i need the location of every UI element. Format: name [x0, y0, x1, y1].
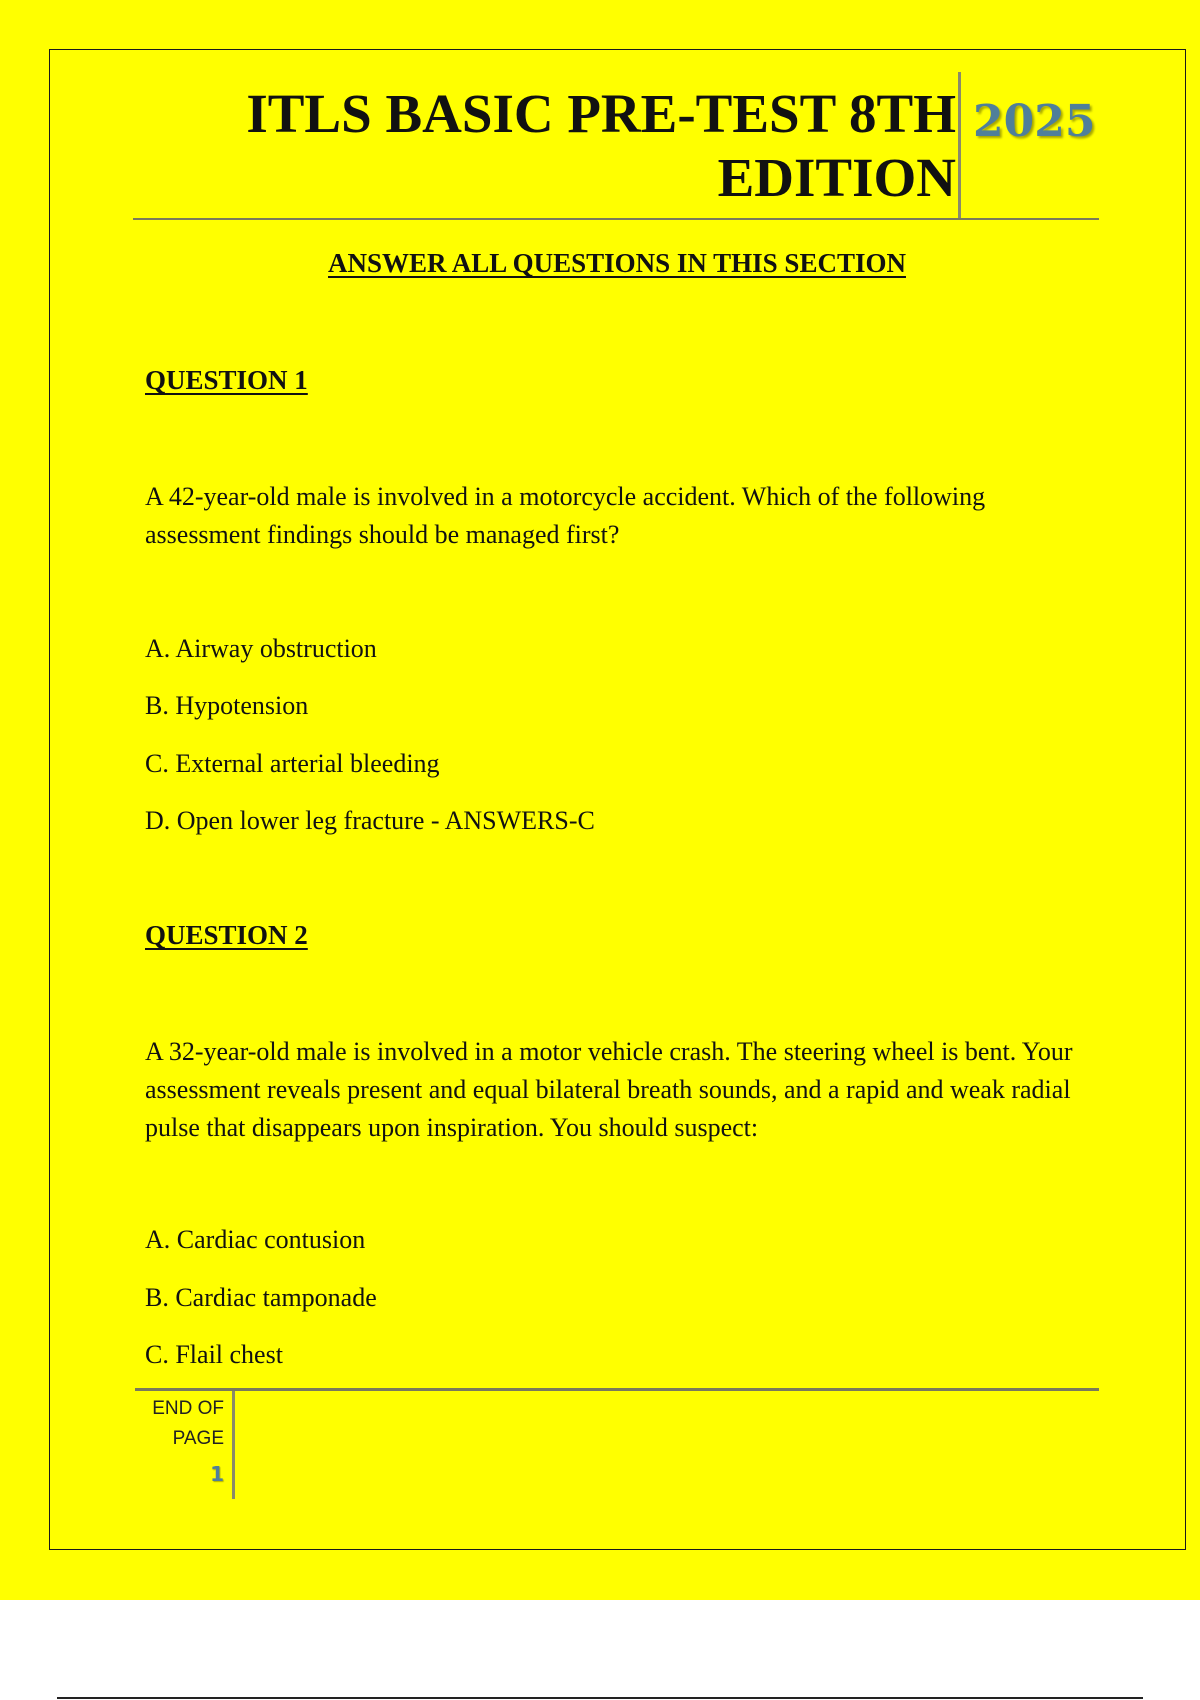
question-1-option-a: A. Airway obstruction [145, 634, 377, 663]
question-2-heading: QUESTION 2 [145, 920, 308, 950]
footer-page-number: 1 [210, 1462, 224, 1486]
year-label: 2025 [973, 96, 1096, 147]
question-2-option-b: B. Cardiac tamponade [145, 1283, 377, 1312]
question-1-heading: QUESTION 1 [145, 365, 308, 395]
header-divider [958, 72, 961, 218]
question-1-option-b: B. Hypotension [145, 691, 309, 720]
footer-rule [135, 1388, 1099, 1391]
footer-label [140, 1394, 224, 1454]
footer-divider [232, 1391, 235, 1499]
question-2-option-a: A. Cardiac contusion [145, 1225, 366, 1254]
question-2-option-c: C. Flail chest [145, 1340, 283, 1369]
question-1-option-c: C. External arterial bleeding [145, 749, 440, 778]
document-title: ITLS BASIC PRE-TEST 8TH EDITION [246, 83, 956, 208]
question-1-option-d: D. Open lower leg fracture - ANSWERS-C [145, 806, 595, 835]
section-instruction: ANSWER ALL QUESTIONS IN THIS SECTION [328, 248, 906, 278]
footer-label-line-1: END OF [152, 1398, 224, 1419]
header [133, 70, 1099, 220]
footer-label-line-2: PAGE [172, 1428, 224, 1449]
question-1-text: A 42-year-old male is involved in a motorcycle accident. Which of the following assessment findings should be managed first? [145, 482, 986, 549]
question-2-text: A 32-year-old male is involved in a motor vehicle crash. The steering wheel is bent. Your assessment reveals present and equal bilateral breath sounds, and a rapid and weak radial pulse that disappears upon inspiration. You should suspect: [145, 1037, 1073, 1142]
bottom-rule [57, 1697, 1143, 1699]
